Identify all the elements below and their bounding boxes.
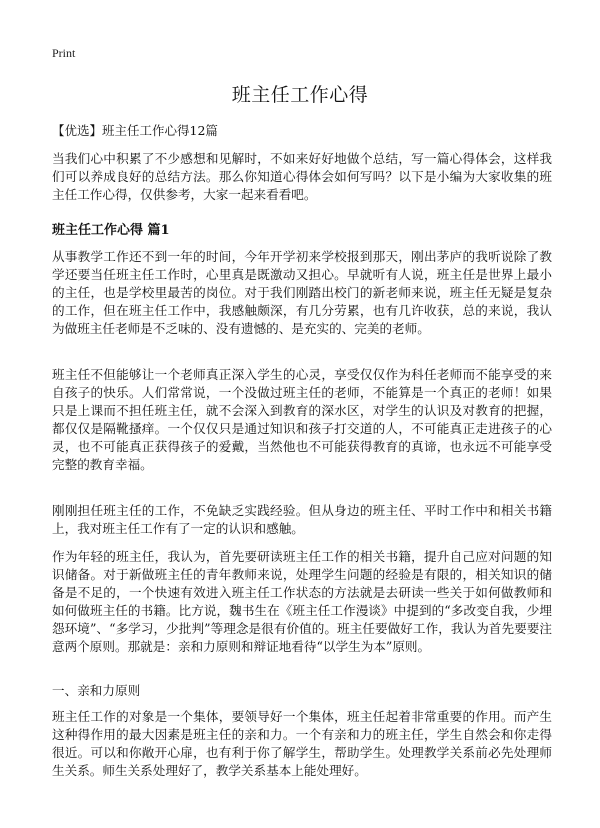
section-heading-2: 一、亲和力原则 (52, 683, 141, 698)
section-heading-1: 班主任工作心得 篇1 (52, 223, 170, 238)
body-paragraph-3: 刚刚担任班主任的工作，不免缺乏实践经验。但从身边的班主任、平时工作中和相关书籍上，我对班主任工作有了一定的认识和感触。 (52, 503, 552, 536)
body-paragraph-1: 从事教学工作还不到一年的时间，今年开学初来学校报到那天，刚出茅庐的我听说除了教学还要当任班主任工作时，心里真是既激动又担心。早就听有人说，班主任是世界上最小的主任，也是学校里最苦的岗位。对于我们刚踏出校门的新老师来说，班主任无疑是复杂的工作，但在班主任工作中，我感触颇深，有几分劳累，也有几许收获，总的来说，我认为做班主任老师是不乏味的、没有遗憾的、是充实的、完美的老师。 (52, 249, 552, 336)
print-label: Print (52, 46, 76, 60)
body-paragraph-5: 班主任工作的对象是一个集体，要领导好一个集体，班主任起着非常重要的作用。而产生这种得作用的最大因素是班主任的亲和力。一个有亲和力的班主任，学生自然会和你走得很近。可以和你敞开心扉，也有利于你了解学生，帮助学生。处理教学关系前必先处理师生关系。师生关系处理好了，教学关系基本上能处理好。 (52, 709, 552, 778)
document-subtitle: 【优选】班主任工作心得12篇 (52, 123, 218, 138)
body-paragraph-4: 作为年轻的班主任，我认为，首先要研读班主任工作的相关书籍，提升自己应对问题的知识储备。对于新做班主任的青年教师来说，处理学生问题的经验是有限的，相关知识的储备是不足的，一个快速有效进入班主任工作状态的方法就是去研读一些关于如何做教师和如何做班主任的书籍。比方说，魏书生在《班主任工作漫谈》中提到的“多改变自我，少埋怨环境”、“多学习，少批判”等理念是很有价值的。班主任要做好工作，我认为首先要要注意两个原则。那就是：亲和力原则和辩证地看待“以学生为本”原则。 (52, 549, 552, 654)
body-paragraph-2: 班主任不但能够让一个老师真正深入学生的心灵，享受仅仅作为科任老师而不能享受的来自孩子的快乐。人们常常说，一个没做过班主任的老师，不能算是一个真正的老师！如果只是上课而不担任班主任，就不会深入到教育的深水区，对学生的认识及对教育的把握，都仅仅是隔靴搔痒。一个仅仅只是通过知识和孩子打交道的人，不可能真正走进孩子的心灵，也不可能真正获得孩子的爱戴，当然他也不可能获得教育的真谛，也永远不可能享受完整的教育幸福。 (52, 367, 552, 472)
page-title: 班主任工作心得 (231, 84, 369, 106)
intro-paragraph: 当我们心中积累了不少感想和见解时，不如来好好地做个总结，写一篇心得体会，这样我们可以养成良好的总结方法。那么你知道心得体会如何写吗？以下是小编为大家收集的班主任工作心得，仅供参考，大家一起来看看吧。 (52, 151, 552, 202)
